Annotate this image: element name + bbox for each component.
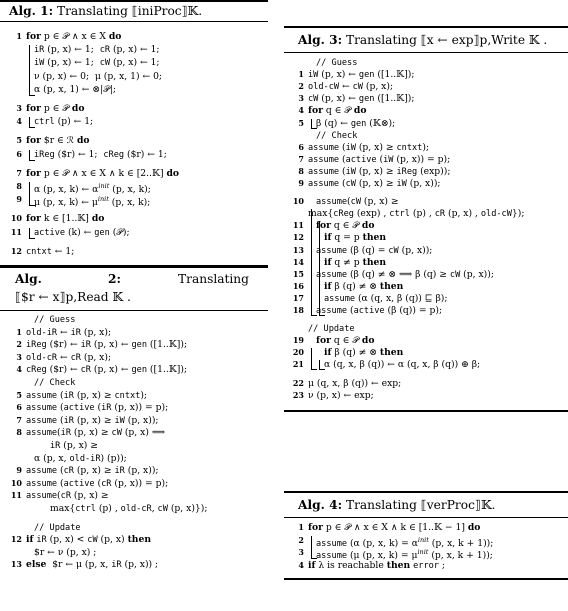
alg2-line xyxy=(10,415,266,427)
alg3-line xyxy=(292,305,566,317)
alg1-body xyxy=(10,31,266,259)
alg3-body xyxy=(292,57,566,402)
alg4-line xyxy=(292,522,566,534)
algorithm-4 xyxy=(284,491,568,580)
alg3-line xyxy=(292,166,566,178)
alg3-line xyxy=(292,359,566,371)
alg2-line xyxy=(10,339,266,351)
alg3-line-number: 2 xyxy=(298,81,304,92)
alg1-block-bar xyxy=(29,150,35,161)
alg3-line-number: 15 xyxy=(292,268,304,279)
alg2-line-number: 1 xyxy=(16,326,22,337)
alg3-line-text: // Update xyxy=(308,324,355,335)
alg2-line-number: 9 xyxy=(16,465,22,476)
alg2-line xyxy=(10,440,266,452)
alg1-line-number: 1 xyxy=(16,31,22,41)
alg3-title xyxy=(284,28,568,52)
alg1-line-text: iR (p, x) ← 1; cR (p, x) ← 1; xyxy=(34,44,160,56)
alg2-line-text: assume(cR (p, x) ≥ xyxy=(26,490,109,502)
alg2-line-text: cReg ($r) ← cR (p, x) ← gen ([1..𝕂]); xyxy=(26,364,188,376)
alg1-line-text: cntxt ← 1; xyxy=(26,245,75,257)
alg3-line xyxy=(292,196,566,208)
alg2-line xyxy=(10,503,266,515)
alg3-line xyxy=(292,347,566,359)
alg1-line-text: for p ∈ 𝒫 ∧ x ∈ X ∧ k ∈ [2..𝕂] do xyxy=(26,167,180,179)
alg2-line xyxy=(10,547,266,559)
alg3-line xyxy=(292,232,566,244)
alg2-title-label: Alg. xyxy=(15,272,42,286)
alg1-block-bar xyxy=(29,45,35,96)
alg1-line xyxy=(10,213,266,225)
alg3-line xyxy=(292,178,566,190)
alg3-line-text: // Guess xyxy=(316,58,358,68)
alg4-line xyxy=(292,535,566,547)
alg2-line-text: assume (active (iR (p, x)) = p); xyxy=(26,402,169,414)
alg1-line xyxy=(10,57,266,69)
alg1-line-number: 12 xyxy=(10,245,22,256)
alg3-line-text: ν (p, x) ← exp; xyxy=(308,389,374,401)
alg3-line xyxy=(292,93,566,105)
alg3-line-text: iW (p, x) ← gen ([1..𝕂]); xyxy=(308,69,415,81)
alg2-line-text: assume (cR (p, x) ≥ iR (p, x)); xyxy=(26,465,159,477)
alg2-line xyxy=(10,559,266,571)
alg2-line-number: 3 xyxy=(16,351,22,362)
alg3-line xyxy=(292,378,566,390)
alg2-line xyxy=(10,390,266,402)
alg2-line-text: iReg ($r) ← iR (p, x) ← gen ([1..𝕂]); xyxy=(26,339,188,351)
alg3-line-number: 11 xyxy=(292,220,304,231)
alg4-line xyxy=(292,560,566,572)
alg1-block-bar xyxy=(29,117,35,128)
alg3-line-number: 8 xyxy=(298,165,304,176)
alg1-line-number: 6 xyxy=(16,148,22,159)
alg1-line xyxy=(10,181,266,196)
alg3-line xyxy=(292,269,566,281)
alg3-line xyxy=(292,390,566,402)
alg2-title-num: 2: xyxy=(108,272,121,286)
alg3-line xyxy=(292,335,566,347)
alg1-line xyxy=(10,71,266,83)
alg2-line-number: 13 xyxy=(10,559,22,570)
alg3-line xyxy=(292,293,566,305)
alg1-line-text: active (k) ← gen (𝒫); xyxy=(34,226,130,238)
alg3-line-text: for q ∈ 𝒫 do xyxy=(316,220,375,232)
alg1-line-text: iReg ($r) ← 1; cReg ($r) ← 1; xyxy=(34,148,167,160)
alg3-line-text: for q ∈ 𝒫 do xyxy=(316,335,375,347)
alg1-line-text: iW (p, x) ← 1; cW (p, x) ← 1; xyxy=(34,57,160,69)
alg2-line-text: assume (active (cR (p, x)) = p); xyxy=(26,477,169,489)
alg4-line-text: if λ is reachable then error ; xyxy=(308,559,445,571)
alg3-line-text: old-cW ← cW (p, x); xyxy=(308,81,394,93)
alg2-line-text: assume (iR (p, x) ≥ cntxt); xyxy=(26,389,148,401)
alg2-line xyxy=(10,352,266,364)
alg3-block-bar xyxy=(311,348,317,370)
alg1-line xyxy=(10,194,266,209)
alg1-line-text: for p ∈ 𝒫 do xyxy=(26,103,85,114)
alg3-line xyxy=(292,130,566,142)
alg2-line-text: iR (p, x) ≥ xyxy=(50,440,98,451)
alg3-line-number: 12 xyxy=(292,232,304,243)
alg3-line-text: // Check xyxy=(316,130,358,141)
alg1-line-text: for p ∈ 𝒫 ∧ x ∈ X do xyxy=(26,31,122,42)
alg3-line-text: if q ≠ p then xyxy=(324,256,387,268)
alg3-line xyxy=(292,69,566,81)
alg2-title-word: Translating xyxy=(178,272,249,286)
alg3-line xyxy=(292,57,566,69)
alg2-line xyxy=(10,490,266,502)
alg4-line-text: for p ∈ 𝒫 ∧ x ∈ X ∧ k ∈ [1..𝕂 − 1] do xyxy=(308,522,481,533)
alg1-line xyxy=(10,116,266,128)
alg2-line-text: old-iR ← iR (p, x); xyxy=(26,326,112,338)
alg3-line-number: 18 xyxy=(292,305,304,315)
alg2-line xyxy=(10,465,266,477)
alg3-bottom-rule xyxy=(284,410,568,412)
alg3-line-number: 20 xyxy=(292,347,304,358)
alg3-line-number: 13 xyxy=(292,244,304,255)
alg2-body xyxy=(10,314,266,572)
alg3-line-number: 23 xyxy=(292,389,304,400)
alg1-line-number: 10 xyxy=(10,213,22,224)
alg3-title-label: Alg. 3: xyxy=(298,33,343,47)
alg3-line xyxy=(292,208,566,220)
alg4-title-text: Translating ⟦verProc⟧𝕂. xyxy=(345,498,496,512)
alg4-line-number: 1 xyxy=(298,522,304,532)
alg3-line xyxy=(292,257,566,269)
alg3-line-text: cW (p, x) ← gen ([1..𝕂]); xyxy=(308,93,415,105)
alg2-line-number: 2 xyxy=(16,339,22,350)
alg1-block-bar xyxy=(29,228,35,239)
alg3-line-number: 21 xyxy=(292,359,304,370)
alg3-line-text: if β (q) ≠ ⊗ then xyxy=(324,347,404,359)
alg3-line xyxy=(292,245,566,257)
alg3-title-text: Translating ⟦x ← exp⟧p,Write 𝕂 . xyxy=(345,33,548,47)
algorithm-2 xyxy=(0,266,268,572)
alg2-line xyxy=(10,427,266,439)
alg1-line-number: 5 xyxy=(16,135,22,146)
alg4-line-text: assume (μ (p, x, $k) = \mu^{init}$ (p, x, k + 1)); xyxy=(316,548,493,562)
alg2-line-number: 12 xyxy=(10,534,22,545)
alg3-line-text: assume (iW (p, x) ≥ cntxt); xyxy=(308,141,430,153)
algorithm-3 xyxy=(284,26,568,412)
alg3-line-text: μ (q, x, β (q)) ← exp; xyxy=(308,377,402,389)
alg2-line xyxy=(10,327,266,339)
alg3-line-text: assume (active (β (q)) = p); xyxy=(316,305,443,316)
alg3-line-number: 22 xyxy=(292,377,304,388)
alg2-line xyxy=(10,377,266,389)
alg3-line-number: 4 xyxy=(298,105,304,116)
alg2-line xyxy=(10,478,266,490)
alg2-line xyxy=(10,522,266,534)
alg2-line-text: α (p, x, old-iR) (p)); xyxy=(34,452,127,464)
alg1-title-text: Translating ⟦iniProc⟧𝕂. xyxy=(56,4,203,18)
algorithm-1 xyxy=(0,0,268,267)
alg4-bottom-rule xyxy=(284,578,568,580)
alg3-line-text: assume (β (q) = cW (p, x)); xyxy=(316,244,433,256)
alg3-line-number: 3 xyxy=(298,93,304,104)
alg3-line xyxy=(292,81,566,93)
alg2-line-text: // Guess xyxy=(34,315,76,325)
alg1-line xyxy=(10,227,266,239)
alg1-line xyxy=(10,149,266,161)
alg3-line xyxy=(292,154,566,166)
alg2-line xyxy=(10,314,266,326)
alg3-line-text: assume (iW (p, x) ≥ iReg (exp)); xyxy=(308,165,451,177)
alg4-title-label: Alg. 4: xyxy=(298,498,343,512)
alg3-line-text: assume (α (q, x, β (q)) ⊑ β); xyxy=(324,292,448,304)
alg3-block-bar xyxy=(319,270,325,316)
alg3-line-text: if q = p then xyxy=(324,232,387,244)
alg2-line-text: // Check xyxy=(34,378,76,388)
alg1-line xyxy=(10,31,266,43)
alg4-line-number: 3 xyxy=(298,547,304,558)
alg1-line-number: 4 xyxy=(16,116,22,127)
alg1-line-text: for k ∈ [1..𝕂] do xyxy=(26,213,105,225)
alg2-line xyxy=(10,402,266,414)
alg3-line-number: 10 xyxy=(292,196,304,207)
alg1-line-text: ν (p, x) ← 0; μ (p, x, 1) ← 0; xyxy=(34,70,163,82)
alg1-block-bar xyxy=(29,182,35,206)
alg4-title xyxy=(284,493,568,517)
alg1-line-number: 3 xyxy=(16,103,22,113)
alg3-line-number: 17 xyxy=(292,292,304,303)
alg2-title xyxy=(0,268,268,310)
alg1-line-text: for $r ∈ ℛ do xyxy=(26,135,90,147)
alg3-line-number: 6 xyxy=(298,141,304,152)
alg3-line-number: 19 xyxy=(292,335,304,346)
alg3-line-text: assume(cW (p, x) ≥ xyxy=(316,196,399,208)
alg3-line xyxy=(292,281,566,293)
alg1-line xyxy=(10,84,266,96)
alg1-line-number: 11 xyxy=(10,226,22,237)
alg4-block-bar xyxy=(311,536,317,559)
alg4-line-text: assume (α (p, x, $k) = \alpha^{init}$ (p, x, k + 1)); xyxy=(316,535,494,549)
alg1-title xyxy=(0,2,268,21)
alg3-line-text: assume (β (q) ≠ ⊗ ⟹ β (q) ≥ cW (p, x)); xyxy=(316,268,494,280)
alg3-line xyxy=(292,118,566,130)
alg3-line-text: max{cReg (exp) , ctrl (p) , cR (p, x) , old-cW}); xyxy=(308,208,525,220)
alg2-line-number: 6 xyxy=(16,402,22,413)
alg3-line-text: if β (q) ≠ ⊗ then xyxy=(324,280,404,292)
alg1-line xyxy=(10,135,266,147)
alg4-line-number: 2 xyxy=(298,534,304,545)
alg3-block-bar xyxy=(311,119,317,129)
alg2-line xyxy=(10,364,266,376)
alg3-block-bar xyxy=(311,209,317,316)
alg1-line-text: α (p, x, k) ← $\alpha^{init}$ (p, x, k); xyxy=(34,182,151,196)
alg4-line xyxy=(292,547,566,562)
alg2-line-number: 10 xyxy=(10,477,22,488)
alg2-title-expr: ⟦$r ← x⟧p,Read 𝕂 . xyxy=(15,290,131,304)
alg3-line-text: for q ∈ 𝒫 do xyxy=(308,105,367,117)
alg1-line xyxy=(10,103,266,115)
alg1-title-label: Alg. 1: xyxy=(9,4,54,18)
alg1-line-text: μ (p, x, k) ← $\mu^{init}$ (p, x, k); xyxy=(34,195,151,209)
alg2-line-text: assume(iR (p, x) ≥ cW (p, x) ⟹ xyxy=(26,427,165,439)
alg2-line-number: 5 xyxy=(16,389,22,400)
alg1-line-text: ctrl (p) ← 1; xyxy=(34,116,94,128)
alg1-line xyxy=(10,44,266,56)
alg2-line-text: max{ctrl (p) , old-cR, cW (p, x)}); xyxy=(50,503,208,514)
alg3-line-text: assume (active (iW (p, x)) = p); xyxy=(308,153,451,165)
alg3-line-number: 1 xyxy=(298,69,304,80)
alg4-line-number: 4 xyxy=(298,559,304,570)
alg2-line xyxy=(10,453,266,465)
alg3-line xyxy=(292,142,566,154)
alg1-line-text: α (p, x, 1) ← ⊗|𝒫|; xyxy=(34,83,117,95)
alg3-line-text: β (q) ← gen (𝕂⊗); xyxy=(316,117,396,129)
alg1-line-number: 7 xyxy=(16,167,22,178)
alg2-line-number: 11 xyxy=(10,490,22,501)
alg2-line-number: 8 xyxy=(16,427,22,438)
alg2-line-number: 4 xyxy=(16,364,22,375)
alg2-line-text: $r ← ν (p, x) ; xyxy=(34,546,97,558)
alg3-line-number: 14 xyxy=(292,256,304,267)
alg1-line xyxy=(10,168,266,180)
alg3-line xyxy=(292,323,566,335)
alg1-line-number: 8 xyxy=(16,181,22,191)
alg2-line-text: old-cR ← cR (p, x); xyxy=(26,351,112,363)
alg2-line-text: assume (iR (p, x) ≥ iW (p, x)); xyxy=(26,414,159,426)
alg2-line-text: // Update xyxy=(34,522,81,533)
alg2-line-number: 7 xyxy=(16,414,22,425)
alg3-line-number: 7 xyxy=(298,153,304,164)
alg3-line-text: assume (cW (p, x) ≥ iW (p, x)); xyxy=(308,178,441,189)
alg2-line xyxy=(10,534,266,546)
alg1-line-number: 9 xyxy=(16,194,22,205)
alg3-line xyxy=(292,220,566,232)
alg3-line xyxy=(292,105,566,117)
alg3-line-text: α (q, x, β (q)) ← α (q, x, β (q)) ⊕ β; xyxy=(324,359,481,371)
alg3-line-number: 5 xyxy=(298,117,304,128)
alg3-block-bar xyxy=(319,360,325,370)
alg2-line-text: if iR (p, x) < cW (p, x) then xyxy=(26,534,152,546)
alg3-line-number: 9 xyxy=(298,178,304,188)
alg4-body xyxy=(292,522,566,572)
alg3-line-number: 16 xyxy=(292,280,304,291)
alg1-line xyxy=(10,246,266,258)
alg2-line-text: else $r ← μ (p, x, iR (p, x)) ; xyxy=(26,559,159,571)
